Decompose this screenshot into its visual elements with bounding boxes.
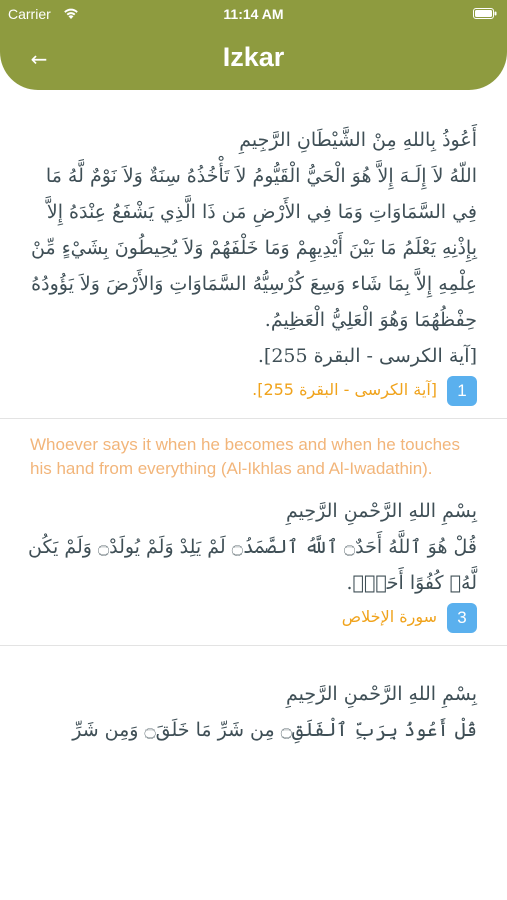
zikr-text-body: بِسْمِ اللهِ الرَّحْمنِ الرَّحِيمِ قُلْ أَعُوذُ بِرَبِّ ٱلْفَلَقِ۝ مِن شَرِّ مَا خَلَقَ۝ وَمِن شَرِّ [72,683,477,741]
divider [0,645,507,646]
repeat-count-badge[interactable]: 3 [447,603,477,633]
zikr-reference: سورة الإخلاص [341,607,437,626]
zikr-entry [0,122,507,419]
status-bar [0,0,507,28]
battery-icon [473,8,497,19]
clock: 11:14 AM [223,6,284,22]
zikr-text-body: أَعُوذُ بِاللهِ مِنْ الشَّيْطَانِ الرَّجِيمِ اللّهُ لاَ إِلَـهَ إِلاَّ هُوَ الْحَيُّ الْقَيُّومُ لاَ تَأْخُذُهُ سِنَةٌ وَلاَ نَوْمٌ لَّهُ مَا فِي السَّمَاوَاتِ وَمَا فِي الأَرْضِ مَن ذَا الَّذِي يَشْفَعُ عِنْدَهُ إِلاَّ بِإِذْنِهِ يَعْلَمُ مَا بَيْنَ أَيْدِيهِمْ وَمَا خَلْفَهُمْ وَلاَ يُحِيطُونَ بِشَيْءٍ مِّنْ عِلْمِهِ إِلاَّ بِمَا شَاء وَسِعَ كُرْسِيُّهُ السَّمَاوَاتِ وَالأَرْضَ وَلاَ يَؤُودُهُ حِفْظُهُمَا وَهُوَ الْعَلِيُّ الْعَظِيمُ. [آية الكرسى - البقرة 255]. [31,129,477,367]
zikr-text-body: بِسْمِ اللهِ الرَّحْمنِ الرَّحِيمِ قُلْ هُوَ ٱللَّهُ أَحَدٌ۝ ٱللَّهُ ٱلصَّمَدُ۝ لَمْ يَلِدْ وَلَمْ يُولَدْ۝ وَلَمْ يَكُن لَّهُۥ كُفُوًا أَحَدٌۢ. [28,500,477,594]
zikr-reference-row [0,601,507,637]
zikr-reference-row [0,374,507,410]
arrow-left-icon[interactable]: ← [30,47,48,71]
zikr-entry [0,419,507,646]
zikr-reference: [آية الكرسى - البقرة 255]. [252,380,437,399]
zikr-list[interactable] [0,90,507,900]
zikr-text [0,122,507,374]
page-title: Izkar [222,42,285,72]
zikr-entry [0,676,507,748]
zikr-text [0,676,507,748]
top-navigation-bar [0,28,507,90]
zikr-text [0,493,507,601]
zikr-virtue: Whoever says it when he becomes and when he touches his hand from everything (Al-Ikhlas and Al-Iwadathin). [30,435,460,478]
carrier-label: Carrier [8,6,51,22]
repeat-count-badge[interactable]: 1 [447,376,477,406]
